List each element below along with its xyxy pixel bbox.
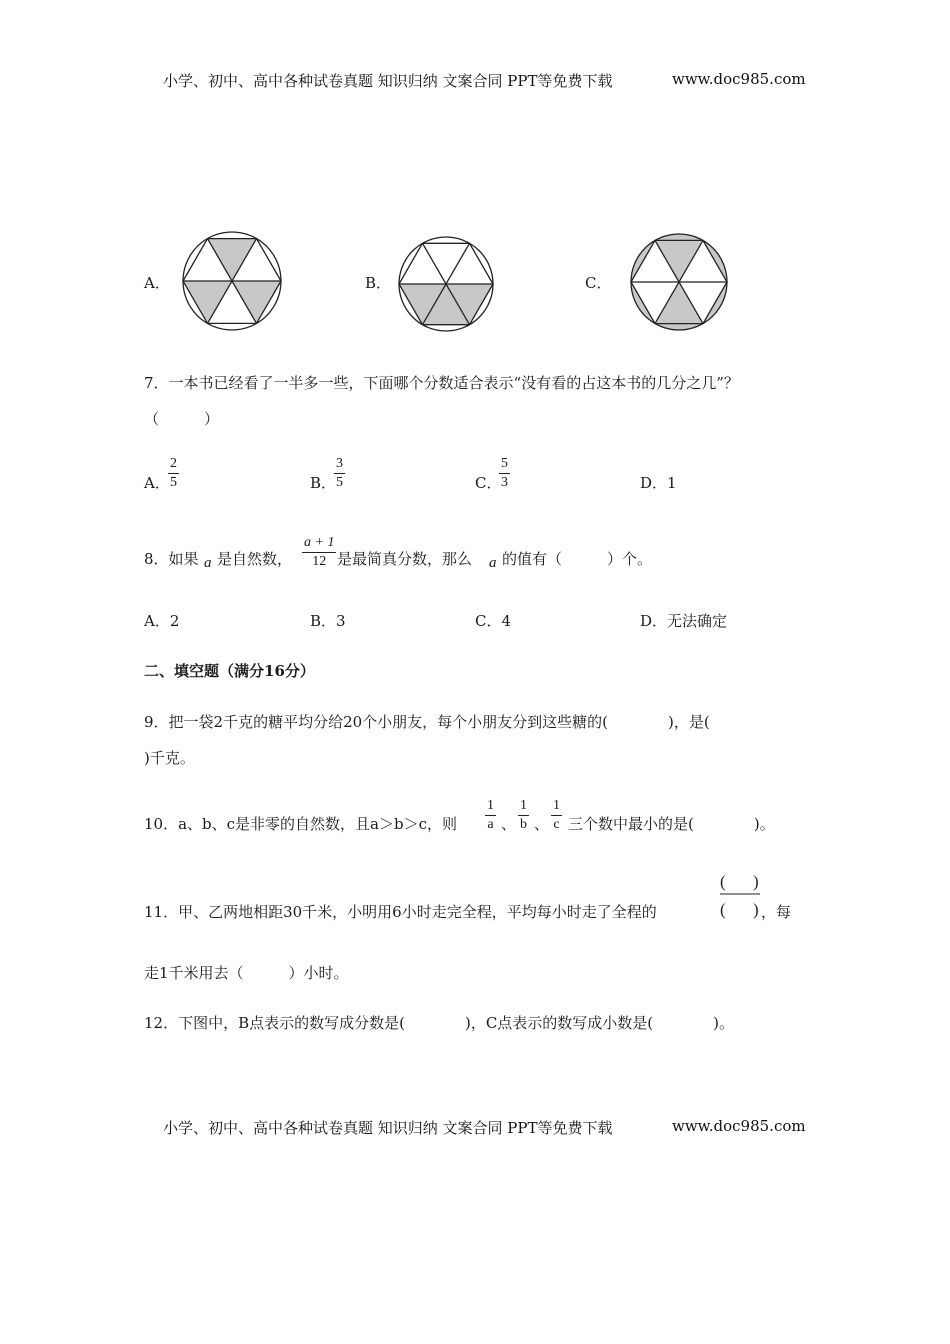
q6-option-c-label: C． — [585, 274, 612, 292]
q7-option-d: D．1 — [640, 474, 677, 492]
q7-answer-paren: （ ） — [144, 410, 220, 428]
q11-line2: 走1千米用去（ ）小时。 — [144, 964, 349, 982]
q10-part1: 10．a、b、c是非零的自然数，且a＞b＞c，则 — [144, 815, 457, 833]
q6-figure-b — [396, 234, 496, 334]
svg-text:(: ( — [720, 872, 726, 891]
q6-option-a-label: A． — [144, 274, 170, 292]
q8-option-b: B．3 — [310, 612, 346, 630]
q8-part1: 8．如果 — [144, 550, 199, 568]
svg-text:(: ( — [720, 900, 726, 919]
q10-part2: 三个数中最小的是( )。 — [568, 815, 775, 833]
q8-part2: 是自然数， — [217, 550, 293, 568]
q8-part4: 的值有（ ）个。 — [502, 550, 653, 568]
q8-var-a: a — [204, 555, 212, 571]
header-site: www.doc985.com — [672, 70, 806, 88]
q10-fraction-1-over-b: 1 b — [520, 798, 527, 832]
q7-option-b-fraction: 3 5 — [336, 456, 343, 490]
svg-text:): ) — [753, 900, 759, 919]
q7-option-c-fraction: 5 3 — [501, 456, 508, 490]
q8-option-a: A．2 — [144, 612, 180, 630]
q8-var-a-2: a — [489, 555, 497, 571]
q11-part2: ，每 — [761, 903, 792, 921]
q7-option-c-label: C． — [475, 474, 502, 492]
fig-a-tri-lower-right — [232, 281, 281, 323]
q8-option-c: C．4 — [475, 612, 512, 630]
q7-option-a-label: A． — [144, 474, 170, 492]
footer-site: www.doc985.com — [672, 1117, 806, 1135]
q10-fraction-1-over-a: 1 a — [487, 798, 494, 832]
q10-sep2: 、 — [534, 815, 550, 833]
q7-option-b-label: B． — [310, 474, 337, 492]
q8-option-d: D．无法确定 — [640, 612, 728, 630]
q12-question: 12．下图中，B点表示的数写成分数是( )，C点表示的数写成小数是( )。 — [144, 1014, 734, 1032]
q7-question: 7．一本书已经看了一半多一些，下面哪个分数适合表示“没有看的占这本书的几分之几”？ — [144, 374, 739, 392]
fig-a-tri-top — [208, 239, 257, 281]
q10-fraction-1-over-c: 1 c — [553, 798, 560, 832]
q11-fraction-blank — [719, 871, 761, 921]
q9-line2: )千克。 — [144, 749, 195, 767]
section-fill-blank-title: 二、填空题（满分16分） — [144, 662, 315, 680]
q6-figure-a — [179, 228, 285, 334]
q8-fraction: a + 1 12 — [304, 535, 335, 569]
header-text: 小学、初中、高中各种试卷真题 知识归纳 文案合同 PPT等免费下载 — [163, 72, 613, 90]
q10-sep1: 、 — [501, 815, 517, 833]
q9-line1: 9．把一袋2千克的糖平均分给20个小朋友，每个小朋友分到这些糖的( )，是( — [144, 713, 710, 731]
q11-part1: 11．甲、乙两地相距30千米，小明用6小时走完全程，平均每小时走了全程的 — [144, 903, 657, 921]
q7-option-a-fraction: 2 5 — [170, 456, 177, 490]
q6-figure-c — [628, 231, 730, 333]
fig-a-tri-lower-left — [183, 281, 232, 323]
footer-text: 小学、初中、高中各种试卷真题 知识归纳 文案合同 PPT等免费下载 — [163, 1119, 613, 1137]
q6-option-b-label: B． — [365, 274, 392, 292]
q8-part3: 是最简真分数，那么 — [337, 550, 473, 568]
svg-text:): ) — [753, 872, 759, 891]
